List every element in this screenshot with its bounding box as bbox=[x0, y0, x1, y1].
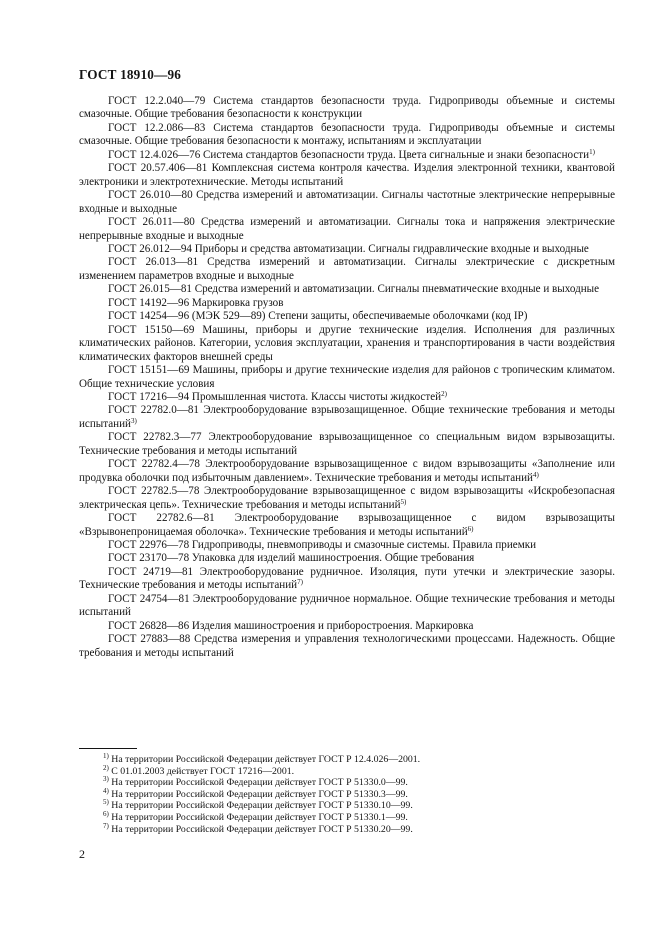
reference-item bbox=[79, 122, 615, 149]
reference-text: Система стандартов безопасности труда. Цвета сигнальные и знаки безопасности bbox=[200, 148, 590, 161]
reference-code: ГОСТ 15150—69 bbox=[108, 323, 195, 336]
reference-item bbox=[79, 149, 615, 162]
footnote bbox=[103, 786, 603, 801]
reference-text: Электрооборудование взрывозащищенное с видом взрывозащиты «Взрывонепроницаемая оболочка». Технические требования и методы испытаний bbox=[79, 512, 615, 538]
footnote-mark: 5) bbox=[103, 798, 109, 807]
reference-text: Электрооборудование рудничное. Изоляция, пути утечки и электрические зазоры. Технические требования и методы испытаний bbox=[79, 565, 615, 592]
footnote-ref: 3) bbox=[130, 416, 137, 425]
footnote-text: С 01.01.2003 действует ГОСТ 17216—2001. bbox=[108, 765, 295, 777]
reference-text: Электрооборудование рудничное нормальное. Общие технические требования и методы испытаний bbox=[79, 592, 616, 619]
document-header: ГОСТ 18910—96 bbox=[79, 67, 182, 82]
reference-code: ГОСТ 24719—81 bbox=[108, 565, 194, 578]
footnote bbox=[103, 754, 603, 766]
reference-text: Машины, приборы и другие технические изделия для районов с тропическим климатом. Общие технические условия bbox=[79, 364, 615, 390]
reference-item bbox=[79, 404, 615, 431]
footnote bbox=[103, 777, 603, 789]
references-list bbox=[79, 95, 615, 660]
reference-code: ГОСТ 14254—96 (МЭК 529—89) bbox=[108, 310, 266, 323]
reference-code: ГОСТ 12.2.040—79 bbox=[108, 95, 206, 107]
reference-text: Промышленная чистота. Классы чистоты жидкостей bbox=[189, 390, 442, 403]
reference-text: Система стандартов безопасности труда. Гидроприводы объемные и системы смазочные. Общие требования безопасности к монтажу, испытаниям и эксплуатации bbox=[79, 121, 616, 148]
reference-item bbox=[79, 297, 615, 310]
reference-code: ГОСТ 26.010—80 bbox=[108, 189, 193, 202]
footnote-ref: 4) bbox=[533, 470, 539, 479]
reference-item bbox=[79, 593, 615, 620]
reference-text: Маркировка грузов bbox=[189, 296, 284, 309]
reference-text: Средства измерений и автоматизации. Сигналы частотные электрические непрерывные входные и выходные bbox=[79, 189, 615, 215]
reference-code: ГОСТ 26828—86 bbox=[108, 619, 190, 632]
reference-text: Средства измерений и автоматизации. Сигналы тока и напряжения электрические непрерывные входные и выходные bbox=[79, 216, 615, 242]
reference-item bbox=[79, 485, 615, 512]
reference-item bbox=[79, 324, 615, 364]
reference-code: ГОСТ 22782.4—78 bbox=[108, 458, 200, 471]
reference-code: ГОСТ 14192—96 bbox=[108, 296, 190, 309]
reference-code: ГОСТ 20.57.406—81 bbox=[108, 162, 208, 175]
footnote-ref: 2) bbox=[441, 389, 447, 398]
reference-item bbox=[79, 162, 615, 189]
reference-code: ГОСТ 26.013—81 bbox=[108, 256, 199, 269]
footnote bbox=[103, 763, 603, 778]
reference-code: ГОСТ 22782.3—77 bbox=[108, 431, 202, 444]
footnote-text: На территории Российской Федерации действует ГОСТ Р 51330.20—99. bbox=[108, 823, 413, 835]
reference-text: Изделия машиностроения и приборостроения. Маркировка bbox=[189, 619, 474, 632]
footnote-ref: 1) bbox=[589, 147, 595, 156]
reference-item bbox=[79, 391, 615, 404]
reference-item bbox=[79, 458, 615, 485]
reference-text: Электрооборудование взрывозащищенное с видом взрывозащиты «Заполнение или продувка оболочки под избыточным давлением». Технические требования и методы испытаний bbox=[79, 458, 615, 484]
reference-text: Степени защиты, обеспечиваемые оболочками (код IP) bbox=[265, 310, 528, 323]
footnote-mark: 6) bbox=[103, 809, 109, 818]
reference-item bbox=[79, 633, 615, 660]
reference-item bbox=[79, 189, 615, 216]
reference-text: Электрооборудование взрывозащищенное. Общие технические требования и методы испытаний bbox=[79, 404, 615, 430]
reference-text: Электрооборудование взрывозащищенное со специальным видом взрывозащиты. Технические требования и методы испытаний bbox=[79, 431, 615, 457]
reference-code: ГОСТ 15151—69 bbox=[108, 364, 190, 377]
footnote-text: На территории Российской Федерации действует ГОСТ Р 12.4.026—2001. bbox=[108, 754, 421, 765]
reference-text: Система стандартов безопасности труда. Гидроприводы объемные и системы смазочные. Общие требования безопасности к конструкции bbox=[79, 95, 616, 121]
footnote-ref: 5) bbox=[400, 497, 407, 506]
reference-item bbox=[79, 566, 615, 593]
reference-item bbox=[79, 243, 615, 256]
reference-code: ГОСТ 12.4.026—76 bbox=[108, 148, 201, 161]
footnotes bbox=[103, 754, 603, 835]
reference-item bbox=[79, 539, 615, 552]
reference-item bbox=[79, 95, 615, 122]
reference-item bbox=[79, 552, 615, 565]
reference-text: Средства измерений и автоматизации. Сигналы электрические с дискретным изменением параметров входные и выходные bbox=[79, 256, 615, 282]
reference-text: Приборы и средства автоматизации. Сигналы гидравлические входные и выходные bbox=[191, 242, 589, 255]
footnote-text: На территории Российской Федерации действует ГОСТ Р 51330.3—99. bbox=[108, 788, 408, 800]
footnote-mark: 3) bbox=[103, 775, 109, 784]
footnote bbox=[103, 800, 603, 812]
reference-code: ГОСТ 26.012—94 bbox=[108, 242, 192, 255]
footnote-mark: 4) bbox=[103, 786, 109, 795]
footnote-text: На территории Российской Федерации действует ГОСТ Р 51330.0—99. bbox=[108, 777, 408, 789]
reference-text: Средства измерения и управления технологическими процессами. Надежность. Общие требования и методы испытаний bbox=[79, 633, 615, 659]
reference-text: Гидроприводы, пневмоприводы и смазочные системы. Правила приемки bbox=[189, 538, 537, 551]
reference-code: ГОСТ 24754—81 bbox=[108, 592, 190, 605]
footnote-text: На территории Российской Федерации действует ГОСТ Р 51330.1—99. bbox=[108, 811, 408, 823]
reference-code: ГОСТ 17216—94 bbox=[108, 390, 190, 403]
page-number: 2 bbox=[79, 847, 85, 861]
reference-text: Машины, приборы и другие технические изделия. Исполнения для различных климатических районов. Категории, условия эксплуатации, хранения и транспортирования в части воздействия климатических факторов внешней среды bbox=[79, 323, 615, 363]
reference-text: Упаковка для изделий машиностроения. Общие требования bbox=[189, 552, 475, 565]
reference-item bbox=[79, 620, 615, 633]
reference-code: ГОСТ 12.2.086—83 bbox=[108, 121, 206, 134]
footnote-mark: 2) bbox=[103, 763, 109, 772]
footnote bbox=[103, 821, 603, 836]
reference-code: ГОСТ 22782.5—78 bbox=[108, 485, 200, 498]
reference-item bbox=[79, 364, 615, 391]
reference-code: ГОСТ 26.015—81 bbox=[108, 283, 192, 296]
reference-code: ГОСТ 23170—78 bbox=[108, 552, 190, 565]
reference-text: Средства измерений и автоматизации. Сигналы пневматические входные и выходные bbox=[191, 283, 600, 296]
reference-code: ГОСТ 22782.0—81 bbox=[108, 404, 199, 417]
footnote bbox=[103, 809, 603, 824]
footnote-ref: 7) bbox=[297, 578, 303, 587]
reference-item bbox=[79, 431, 615, 458]
reference-code: ГОСТ 22782.6—81 bbox=[108, 512, 215, 525]
reference-code: ГОСТ 27883—88 bbox=[108, 633, 191, 646]
footnote-ref: 6) bbox=[467, 524, 474, 533]
reference-text: Комплексная система контроля качества. Изделия электронной техники, квантовой электроники и электротехнические. Методы испытаний bbox=[79, 162, 615, 188]
reference-code: ГОСТ 22976—78 bbox=[108, 538, 190, 551]
footnote-mark: 1) bbox=[103, 752, 109, 760]
footnote-text: На территории Российской Федерации действует ГОСТ Р 51330.10—99. bbox=[108, 800, 413, 812]
reference-item bbox=[79, 512, 615, 539]
reference-text: Электрооборудование взрывозащищенное с видом взрывозащиты «Искробезопасная электрическая цепь». Технические требования и методы испытаний bbox=[79, 485, 615, 511]
reference-code: ГОСТ 26.011—80 bbox=[108, 216, 195, 229]
reference-item bbox=[79, 256, 615, 283]
reference-item bbox=[79, 283, 615, 296]
footnote-mark: 7) bbox=[103, 821, 109, 830]
reference-item bbox=[79, 216, 615, 243]
reference-item bbox=[79, 310, 615, 323]
footnote-divider bbox=[79, 748, 137, 749]
